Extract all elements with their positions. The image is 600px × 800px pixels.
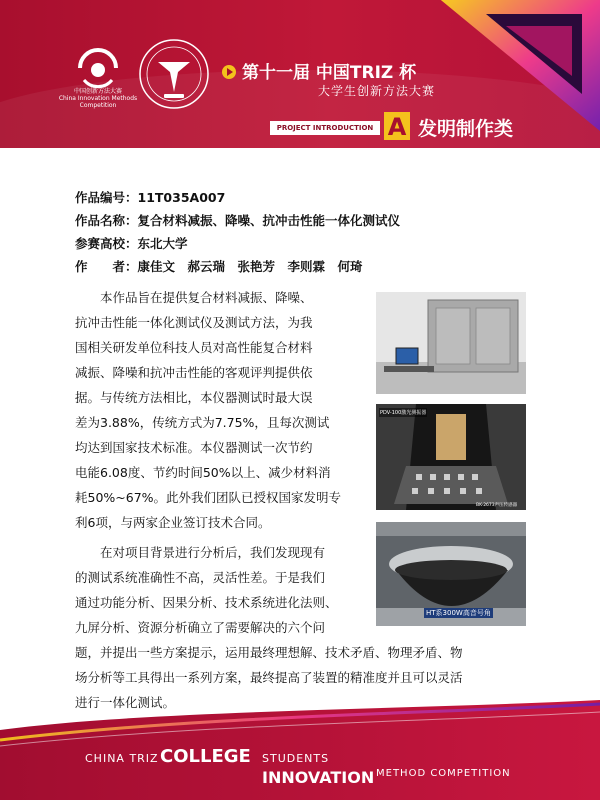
project-info — [75, 186, 400, 278]
competition-subtitle: 大学生创新方法大赛 — [318, 84, 436, 98]
footer-text-china-triz: CHINA TRIZ — [85, 752, 159, 765]
paragraph-line: 据。与传统方法相比，本仪器测试时最大误 — [75, 390, 313, 405]
photo-sensor-setup — [376, 404, 526, 510]
photo-horn-speaker — [376, 522, 526, 626]
paragraph-line: 场分析等工具得出一系列方案，最终提高了装置的精准度并且可以灵活 — [75, 670, 463, 685]
description-paragraph-1 — [75, 285, 365, 535]
paragraph-line: 耗50%~67%。此外我们团队已授权国家发明专 — [75, 490, 342, 505]
project-code: 作品编号：11T035A007 — [75, 190, 226, 205]
paragraph-line: 本作品旨在提供复合材料减振、降噪、 — [100, 290, 313, 305]
section-tag: PROJECT INTRODUCTION — [270, 121, 380, 135]
paragraph-line: 在对项目背景进行分析后，我们发现现有 — [100, 545, 326, 560]
paragraph-line: 的测试系统准确性不高，灵活性差。于是我们 — [75, 570, 326, 585]
play-icon — [222, 65, 236, 79]
competition-title: 第十一届 中国TRIZ 杯 — [222, 58, 416, 83]
project-school: 参赛高校：东北大学 — [75, 236, 188, 251]
cimc-logo-caption: 中国创新方法大赛 China Innovation Methods Competition — [58, 88, 138, 109]
paragraph-line: 抗冲击性能一体化测试仪及测试方法，为我 — [75, 315, 313, 330]
footer-text-method-competition: METHOD COMPETITION — [376, 768, 511, 779]
paragraph-line: 利6项，与两家企业签订技术合同。 — [75, 515, 271, 530]
category-title: 发明制作类 — [418, 118, 514, 140]
project-authors: 作 者：康佳文 郝云瑞 张艳芳 李则霖 何琦 — [75, 259, 363, 274]
paragraph-line: 均达到国家技术标准。本仪器测试一次节约 — [75, 440, 313, 455]
paragraph-line: 通过功能分析、因果分析、技术系统进化法则、 — [75, 595, 338, 610]
category-letter-badge: A — [384, 112, 410, 140]
sensor-label-vibrometer: PDV-100激光测振器 — [380, 410, 427, 416]
horn-caption: HT系300W高音号角 — [426, 609, 491, 617]
paragraph-line: 九屏分析、资源分析确立了需要解决的六个问 — [75, 620, 326, 635]
paragraph-line: 题，并提出一些方案提示，运用最终理想解、技术矛盾、物理矛盾、物 — [75, 645, 463, 660]
paragraph-line: 电能6.08度、节约时间50%以上、减少材料消 — [75, 465, 331, 480]
paragraph-line: 差为3.88%，传统方式为7.75%，且每次测试 — [75, 415, 330, 430]
photo-test-instrument — [376, 292, 526, 394]
paragraph-line: 减振、降噪和抗冲击性能的客观评判提供依 — [75, 365, 313, 380]
footer-text-college: COLLEGE — [160, 746, 251, 767]
header-banner — [0, 0, 600, 148]
footer-text-innovation: INNOVATION — [262, 768, 375, 787]
sensor-label-microphone: BK-2673声压传感器 — [476, 503, 518, 508]
project-name: 作品名称：复合材料减振、降噪、抗冲击性能一体化测试仪 — [75, 213, 401, 228]
footer-text-students: STUDENTS — [262, 752, 330, 765]
paragraph-line: 国相关研发单位科技人员对高性能复合材料 — [75, 340, 313, 355]
paragraph-line: 进行一体化测试。 — [75, 695, 176, 710]
triz-cup-emblem — [136, 36, 212, 112]
